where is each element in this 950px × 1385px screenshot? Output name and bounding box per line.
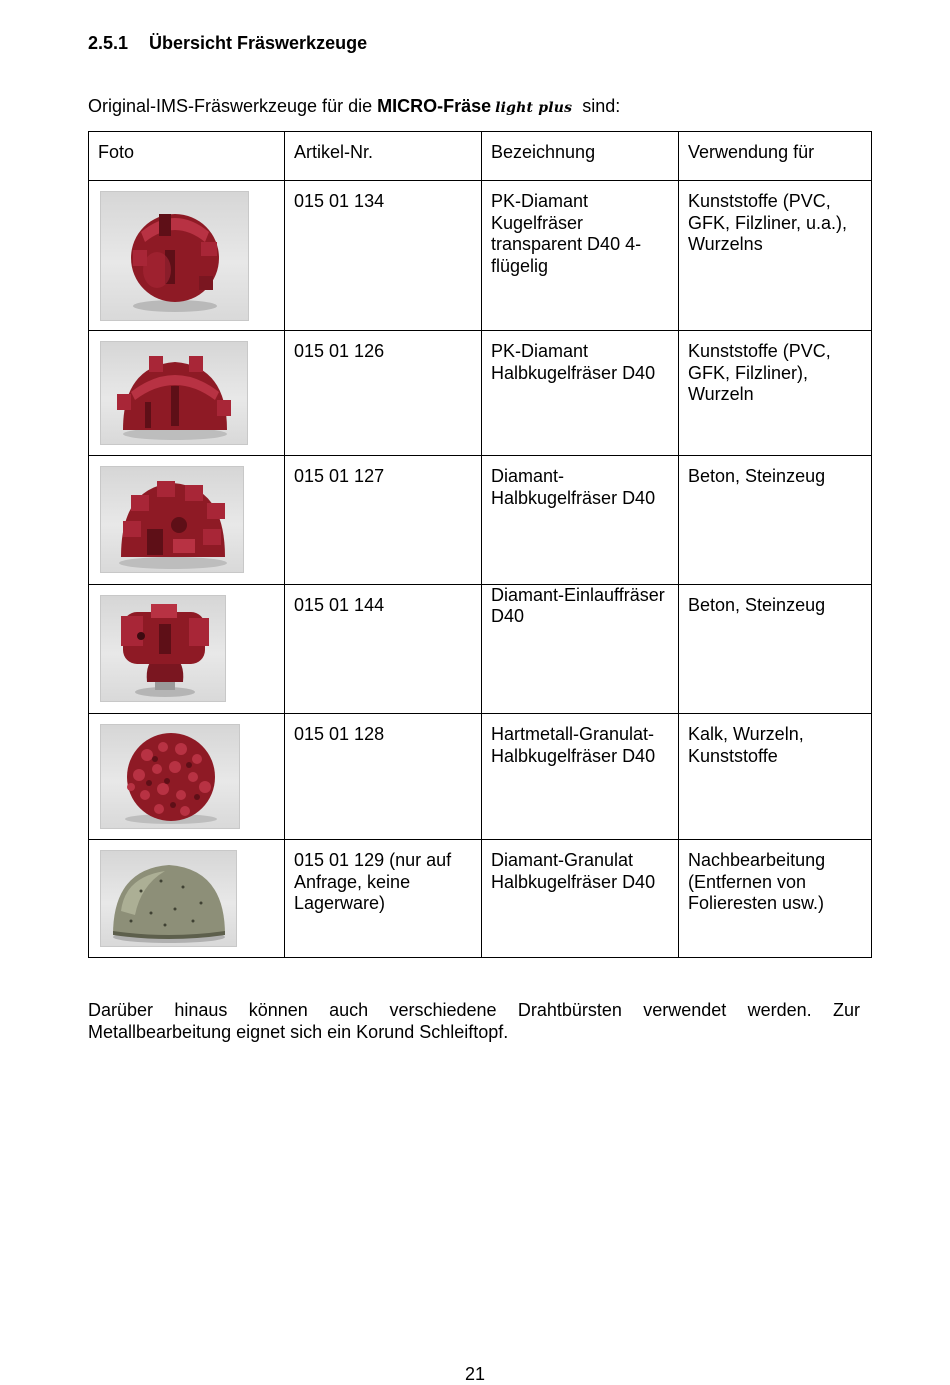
red-granulate-cutter-photo: [100, 724, 240, 829]
table-row: [89, 840, 872, 958]
article-number: 015 01 144: [285, 585, 482, 714]
usage: Kunststoffe (PVC, GFK, Filzliner), Wurzeln: [679, 331, 872, 456]
section-heading: [88, 33, 367, 54]
red-ball-cutter-photo: [100, 191, 249, 321]
header-designation: Bezeichnung: [482, 132, 679, 181]
usage: Kalk, Wurzeln, Kunststoffe: [679, 714, 872, 840]
section-number: 2.5.1: [88, 33, 129, 53]
red-entry-cutter-photo: [100, 595, 226, 702]
header-usage: Verwendung für: [679, 132, 872, 181]
table-row: [89, 181, 872, 331]
tools-table: [88, 131, 872, 958]
intro-brand: MICRO-Fräse: [377, 96, 492, 116]
intro-text-after: sind:: [582, 96, 621, 116]
table-row: [89, 714, 872, 840]
section-title: Übersicht Fräswerkzeuge: [149, 33, 368, 53]
article-number: 015 01 129 (nur auf Anfrage, keine Lagerware): [285, 840, 482, 958]
photo-cell: [89, 840, 285, 958]
designation: Diamant-Einlauffräser D40: [482, 585, 679, 714]
usage: Beton, Steinzeug: [679, 456, 872, 585]
photo-cell: [89, 456, 285, 585]
photo-cell: [89, 331, 285, 456]
table-row: [89, 456, 872, 585]
red-hemisphere-cutter-photo: [100, 341, 248, 445]
article-number: 015 01 134: [285, 181, 482, 331]
article-number: 015 01 127: [285, 456, 482, 585]
closing-paragraph: Darüber hinaus können auch verschiedene Drahtbürsten verwendet werden. Zur Metallbearbeitung eignet sich ein Korund Schleiftopf.: [88, 1000, 860, 1042]
usage: Nachbearbeitung (Entfernen von Folieresten usw.): [679, 840, 872, 958]
designation: PK-Diamant Halbkugelfräser D40: [482, 331, 679, 456]
page-number: 21: [464, 1364, 486, 1384]
usage: Kunststoffe (PVC, GFK, Filzliner, u.a.), Wurzelns: [679, 181, 872, 331]
header-article: Artikel-Nr.: [285, 132, 482, 181]
designation: Hartmetall-Granulat-Halbkugelfräser D40: [482, 714, 679, 840]
article-number: 015 01 126: [285, 331, 482, 456]
usage: Beton, Steinzeug: [679, 585, 872, 714]
intro-sentence: [88, 96, 620, 117]
red-segmented-hemisphere-photo: [100, 466, 244, 573]
article-number: 015 01 128: [285, 714, 482, 840]
designation: PK-Diamant Kugelfräser transparent D40 4-flügelig: [482, 181, 679, 331]
photo-cell: [89, 181, 285, 331]
designation: Diamant-Halbkugelfräser D40: [482, 456, 679, 585]
table-row: [89, 331, 872, 456]
photo-cell: [89, 585, 285, 714]
table-row: [89, 585, 872, 714]
designation: Diamant-Granulat Halbkugelfräser D40: [482, 840, 679, 958]
intro-brand-script: light plus: [495, 100, 573, 116]
intro-text-before: Original-IMS-Fräswerkzeuge für die: [88, 96, 378, 116]
diamond-granulate-dome-photo: [100, 850, 237, 947]
table-header-row: [89, 132, 872, 181]
photo-cell: [89, 714, 285, 840]
header-photo: Foto: [89, 132, 285, 181]
